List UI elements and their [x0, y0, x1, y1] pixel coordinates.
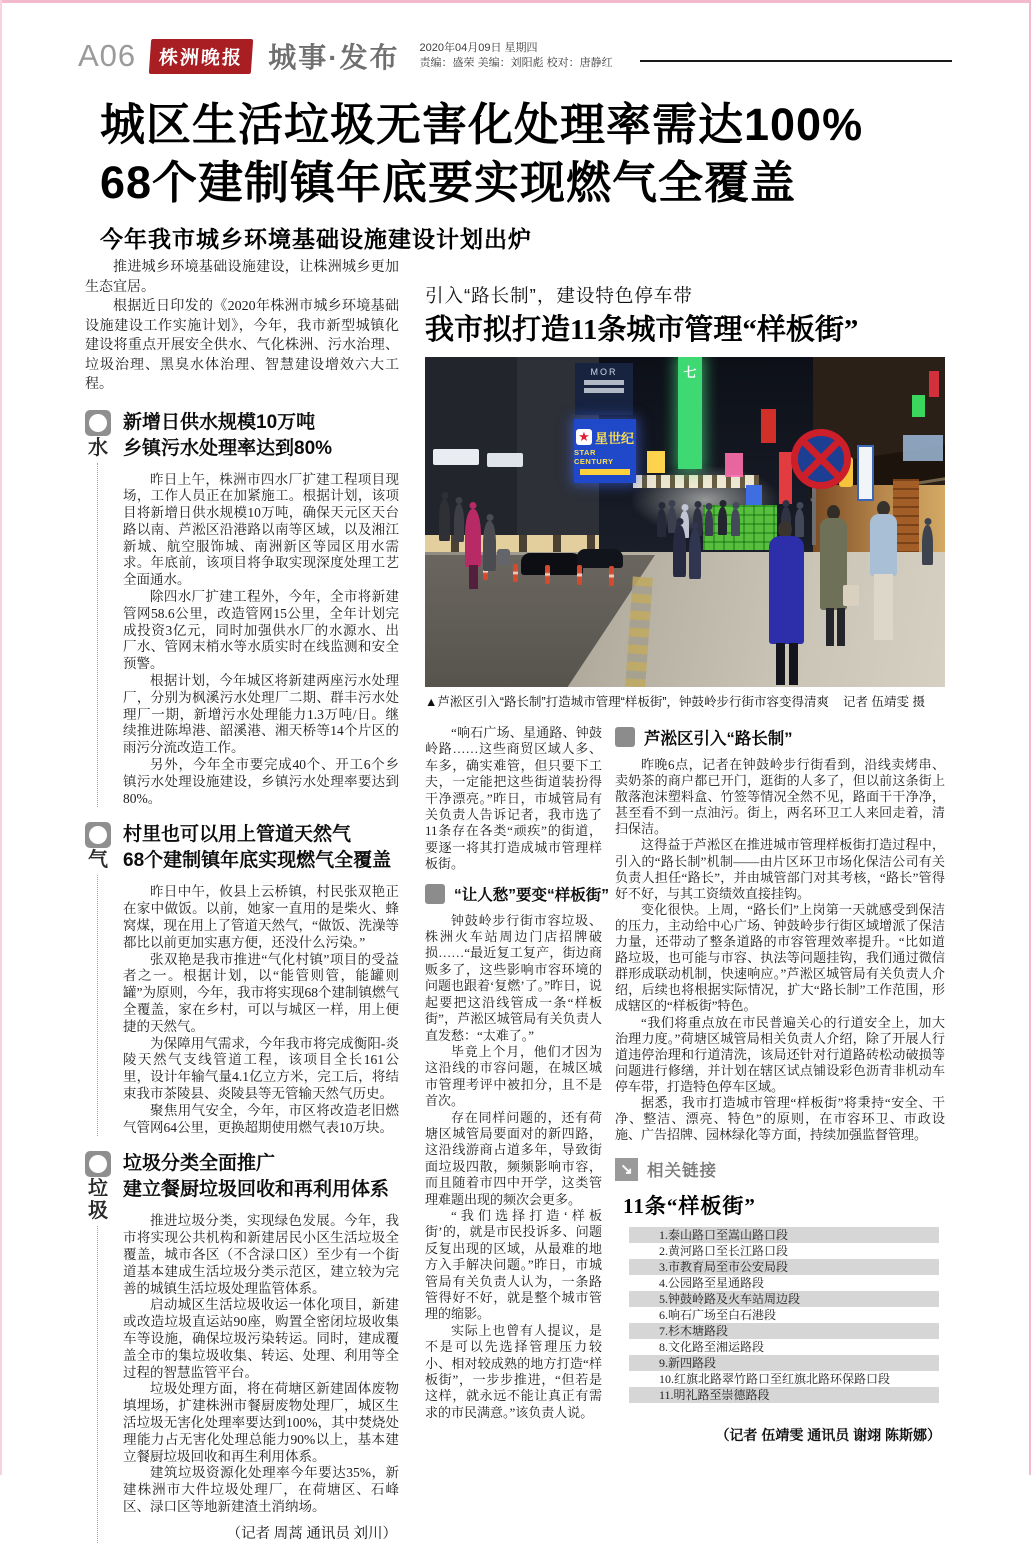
photo-pink-sign: [725, 453, 743, 477]
photo-parked-car: [521, 553, 583, 575]
pedestrian-figure: [657, 509, 666, 537]
pedestrian-figure: [795, 509, 804, 537]
blue-coat-person: [769, 536, 804, 644]
pedestrian-legs: [469, 565, 478, 589]
paragraph: 变化很快。上周，“路长们”上岗第一天就感受到保洁的压力，主动给中心广场、钟鼓岭步行街区域增派了保洁力量，还带动了整条道路的市容管理效率提升。“比如道路垃圾，也可能与市容、执法等问题挂钩，我们通过微信群形成联动机制，快速响应。”芦淞区城管局有关负责人介绍，后续也将根据实际情况，扩大“路长制”工作范围，形成辖区的“样板街”特色。: [615, 901, 945, 1014]
right-article-byline: （记者 伍靖雯 通讯员 谢翊 陈斯娜）: [715, 1427, 941, 1444]
section-gas: [85, 822, 399, 1136]
page-edge-top: [0, 0, 1031, 3]
subsection1-header: [425, 883, 610, 905]
section-title: 新增日供水规模10万吨: [123, 411, 316, 433]
dotted-rail: [97, 1226, 98, 1542]
page-header: [78, 36, 613, 76]
dotted-rail: [97, 875, 98, 1136]
header-meta: [420, 41, 613, 71]
green-sign-text: 七: [683, 365, 697, 380]
star-sign-cn: 星世纪: [594, 430, 634, 446]
page-edge-left: [0, 0, 2, 1475]
subsection2-title: 芦淞区引入“路长制”: [644, 730, 793, 748]
opening-paragraph: “响石广场、星通路、钟鼓岭路……这些商贸区域人多、车多，确实难管，但只要下工夫，一定能把这些街道装扮得干净漂亮。”昨日，市城管局有关负责人告诉记者，我市选了11条存在各类“顽疾”的街道，要逐一将其打造成城市管理样板街。: [425, 725, 602, 872]
dotted-rail: [97, 463, 98, 808]
subsection2-header: [615, 725, 945, 749]
right-article-column-right: [615, 725, 945, 1445]
pedestrian-figure: [705, 510, 713, 536]
related-links-header: [615, 1157, 945, 1181]
section-body: [123, 1213, 399, 1515]
pedestrian-legs: [789, 643, 798, 685]
left-article-byline: （记者 周蒿 通讯员 刘川）: [226, 1525, 397, 1542]
paragraph: 实际上也曾有人提议，是不是可以先选择管理压力较小、相对较成熟的地方打造“样板街”，一步步推进，“但若是这样，就永远不能让真正有需求的市民满意。”该负责人说。: [425, 1322, 602, 1420]
section-gas-rail: [85, 822, 123, 1136]
no-stopping-sign-pole: [812, 485, 816, 545]
section-title: 垃圾分类全面推广: [123, 1153, 276, 1175]
pedestrian-figure: [718, 507, 727, 535]
street-photo: [425, 357, 945, 687]
pedestrian-legs: [837, 608, 845, 646]
mor-sign-text: MOR: [590, 367, 618, 377]
paragraph: 昨晚6点，记者在钟鼓岭步行街看到，沿线卖烤串、卖奶茶的商户都已开门，逛街的人多了，但以前这条街上散落泡沫塑料盒、竹签等情况全然不见，路面干干净净，甚至看不到一点油污。街上，两名环卫工人来回走着，清扫保洁。: [615, 757, 945, 837]
photo-shop-sign: [487, 453, 523, 467]
left-article-intro: [85, 258, 399, 395]
section-title: 68个建制镇年底实现燃气全覆盖: [123, 850, 392, 872]
right-article: [425, 282, 945, 1445]
street-list-item: 8.文化路至湘运路段: [659, 1340, 765, 1355]
photo-parked-car: [577, 549, 623, 568]
lead-headline-line2: 68个建制镇年底要实现燃气全覆盖: [100, 157, 797, 208]
photo-bollard: [577, 565, 582, 585]
gray-square-icon: [425, 884, 445, 904]
photo-yellow-sign: [647, 451, 665, 473]
left-article: [85, 258, 399, 1543]
photo-vertical-sign: [857, 445, 874, 501]
right-article-kicker: 引入“路长制”，建设特色停车带: [425, 285, 693, 306]
section-body: [123, 884, 399, 1136]
photo-carried-box: [843, 585, 859, 606]
pedestrian-figure: [454, 504, 464, 542]
photo-bollard: [513, 564, 518, 582]
street-list-item: 10.红旗北路翠竹路口至红旗北路环保路口段: [659, 1372, 891, 1387]
paragraph: 这得益于芦淞区在推进城市管理样板街打造过程中，引入的“路长制”机制——由片区环卫市场化保洁公司有关负责人担任“路长”，并由城管部门对其考核，“路长”管得好不好，与其工资绩效直接挂钩。: [615, 837, 945, 901]
photo-caption-row: [425, 694, 945, 711]
pedestrian-figure: [922, 525, 933, 565]
gas-section-tag: 气: [88, 849, 108, 872]
section-title: 建立餐厨垃圾回收和再利用体系: [123, 1179, 390, 1201]
section-title: 乡镇污水处理率达到80%: [123, 437, 333, 459]
photo-stroller: [497, 549, 510, 565]
section-body: [123, 472, 399, 808]
paragraph: “我们选择打造‘样板街’的，就是市民投诉多、问题反复出现的区域，从最难的地方入手解决问题。”昨日，市城管局有关负责人认为，一条路管得好不好，就是整个城市管理的缩影。: [425, 1207, 602, 1322]
paragraph: 存在同样问题的，还有荷塘区城管局要面对的新四路，这沿线游商占道多年，导致街面垃圾四散，频频影响市容，而且随着市四中开学，这类管理难题出现的频次会更多。: [425, 1109, 602, 1207]
header-rule: [640, 60, 952, 62]
paragraph: 为保障用气需求，今年我市将完成衡阳-炎陵天然气支线管道工程，该项目全长161公里，设计年输气量4.1亿立方米，完工后，将结束我市茶陵县、炎陵县等无管输天然气历史。: [123, 1035, 399, 1101]
street-list-item: 9.新四路段: [629, 1355, 939, 1371]
street-list-item: 3.市教育局至市公安局段: [629, 1259, 939, 1275]
water-section-icon: [85, 410, 111, 436]
section-trash: [85, 1151, 399, 1542]
staff-credits: 责编：盛荣 美编：刘阳彪 校对：唐静红: [419, 57, 613, 69]
pedestrian-legs: [874, 574, 893, 640]
pedestrian-legs: [826, 608, 834, 646]
photo-shop-sign: [433, 449, 479, 465]
paragraph: 另外，今年全市要完成40个、开工6个乡镇污水处理设施建设，乡镇污水处理率要达到80%。: [123, 757, 399, 806]
issue-date: 2020年04月09日 星期四: [419, 42, 538, 54]
gas-section-icon: [85, 822, 111, 848]
paragraph: 除四水厂扩建工程外，今年，全市将新建管网58.6公里，改造管网15公里，全年计划完成投资3亿元，同时加强供水厂的水源水、出厂水、管网末梢水等水质实时在线监测和安全预警。: [123, 589, 399, 672]
section-trash-rail: [85, 1151, 123, 1542]
street-list-title: 11条“样板街”: [623, 1194, 756, 1219]
paragraph: 张双艳是我市推进“气化村镇”项目的受益者之一。根据计划，以“能管则管，能罐则罐”为原则，今年，我市将实现68个建制镇燃气全覆盖，家在乡村，可以与城区一样，用上便捷的天然气。: [123, 951, 399, 1034]
lead-subtitle: 今年我市城乡环境基础设施建设计划出炉: [100, 226, 532, 252]
paragraph: 垃圾处理方面，将在荷塘区新建固体废物填埋场，扩建株洲市餐厨废物处理厂，城区生活垃圾无害化处理率要达到100%，其中焚烧处理能力占无害化处理总能力90%以上，基本建立餐厨垃圾回收和再生利用体系。: [123, 1381, 399, 1464]
star-icon: ★: [576, 429, 592, 445]
water-section-tag: 水: [88, 436, 108, 459]
related-links-label: 相关链接: [647, 1162, 717, 1181]
street-list-item: 6.响石广场至白石港段: [659, 1308, 777, 1323]
no-stopping-sign-icon: [791, 429, 851, 489]
page-number: A06: [78, 38, 137, 73]
photo-mor-sign: [575, 363, 633, 415]
paragraph: “我们将重点放在市民普遍关心的行道安全上，加大治理力度。”荷塘区城管局相关负责人介绍，除了开展人行道违停治理和行道清洗，该局还针对行道路砖松动破损等问题进行修缮，并计划在辖区试点铺设彩色沥青非机动车停车带，打造特色停车区域。: [615, 1014, 945, 1094]
photo-neon-red: [929, 371, 939, 397]
subsection1-title: “让人愁”要变“样板街”: [454, 886, 610, 904]
street-list-item: 2.黄河路口至长江路口段: [659, 1244, 789, 1259]
pedestrian-figure: [439, 499, 450, 541]
pedestrian-figure: [483, 521, 496, 571]
lightblue-shirt-person: [870, 514, 897, 576]
section-water-rail: [85, 410, 123, 808]
paragraph: 据悉，我市打造城市管理“样板街”将秉持“安全、干净、整洁、漂亮、特色”的原则，在市容环卫、市政设施、广告招牌、园林绿化等方面，持续加强监督管理。: [615, 1094, 945, 1143]
section-name: 城事·发布: [268, 42, 400, 73]
street-list-item: 4.公园路至星通路段: [659, 1276, 765, 1291]
paragraph: 昨日上午，株洲市四水厂扩建工程项目现场，工作人员正在加紧施工。根据计划，该项目将新增日供水规模10万吨，确保天元区天台路以南、芦淞区沿港路以南等区域，以及湘江新城、航空服饰城、南洲新区等园区用水需求。年底前，该项目将争取实现深度处理工艺全面通水。: [123, 471, 399, 588]
lead-headline-block: [100, 96, 940, 254]
pedestrian-legs: [776, 643, 785, 685]
trash-section-icon: [85, 1151, 111, 1177]
lead-headline-line1: 城区生活垃圾无害化处理率需达100%: [100, 99, 864, 150]
photo-lit-window: [903, 435, 943, 461]
pedestrian-figure: [689, 529, 701, 579]
star-sign-en: STAR CENTURY: [574, 447, 614, 466]
section-title: 村里也可以用上管道天然气: [123, 824, 352, 846]
paragraph: 钟鼓岭步行街市容垃圾、株洲火车站周边门店招牌破损……“最近复工复产，街边商贩多了，这些影响市容环境的问题也跟着‘复燃’了。”昨日，说起要把这沿线管成一条“样板街”，芦淞区城管局有关负责人直发愁：“太难了。”: [425, 912, 602, 1043]
paragraph: 毕竟上个月，他们才因为这沿线的市容问题，在城区城市管理考评中被扣分，且不是首次。: [425, 1043, 602, 1109]
section-water: [85, 410, 399, 808]
arrow-corner-icon: ↘: [615, 1158, 638, 1181]
street-list-item: 5.钟鼓岭路及火车站周边段: [629, 1291, 939, 1307]
paragraph: 昨日中午，攸县上云桥镇，村民张双艳正在家中做饭。以前，她家一直用的是柴火、蜂窝煤，现在用上了管道天然气，“做饭、洗澡等都比以前更加实惠方便，还没什么污染。”: [123, 884, 399, 950]
trash-section-tag: 垃圾: [88, 1178, 108, 1223]
masthead-logo: 株洲晚报: [149, 39, 253, 74]
photo-green-neon-sign: [678, 357, 702, 469]
photo-credit: 记者 伍靖雯 摄: [843, 695, 925, 709]
pedestrian-pink-coat: [465, 509, 481, 567]
photo-neon-green: [912, 395, 925, 417]
photo-star-century-sign: [574, 419, 636, 483]
paragraph: 推进垃圾分类，实现绿色发展。今年，我市将实现公共机构和新建居民小区生活垃圾全覆盖，城市各区（不含渌口区）至少有一个街道基本建成生活垃圾分类示范区，建立较为完善的城镇生活垃圾处理监管体系。: [123, 1213, 399, 1296]
street-list-item: 11.明礼路至崇德路段: [629, 1387, 939, 1403]
photo-bollard: [609, 566, 614, 586]
paragraph: 根据计划，今年城区将新建两座污水处理厂，分别为枫溪污水处理厂二期、群丰污水处理厂一期，新增污水处理能力1.3万吨/日。继续推进陈埠港、韶溪港、湘天桥等14个片区的雨污分流改造工作。: [123, 673, 399, 756]
photo-bollard: [545, 565, 550, 584]
gray-square-icon: [615, 727, 635, 747]
street-list-item: 1.泰山路口至嵩山路口段: [629, 1227, 939, 1243]
subsection2-body: [615, 757, 945, 1143]
photo-caption: ▲芦淞区引入“路长制”打造城市管理“样板街”，钟鼓岭步行街市容变得清爽: [425, 695, 830, 709]
photo-red-banner: [761, 409, 776, 443]
paragraph: 启动城区生活垃圾收运一体化项目，新建或改造垃圾直运站90座，购置全密闭垃圾收集车等设施，确保垃圾污染转运。同时，建成覆盖全市的集垃圾收集、转运、处理、利用等全过程的智慧监管平台。: [123, 1297, 399, 1380]
pedestrian-figure: [673, 525, 686, 577]
right-article-headline: 我市拟打造11条城市管理“样板街”: [425, 314, 859, 346]
street-list-item: 7.杉木塘路段: [629, 1323, 939, 1339]
subsection1-body: [425, 913, 602, 1422]
photo-green-crate-wall: [703, 505, 777, 550]
street-list: [629, 1227, 939, 1403]
paragraph: 建筑垃圾资源化处理率今年要达35%，新建株洲市大件垃圾处理厂，在荷塘区、石峰区、渌口区等地新建渣土消纳场。: [123, 1465, 399, 1514]
paragraph: 聚焦用气安全，今年，市区将改造老旧燃气管网64公里，更换超期使用燃气表10万块。: [123, 1102, 399, 1135]
paragraph: 根据近日印发的《2020年株洲市城乡环境基础设施建设工作实施计划》，今年，我市新型城镇化建设将重点开展安全供水、气化株洲、污水治理、垃圾治理、黑臭水体治理、智慧建设增效六大工程。: [85, 299, 399, 392]
pedestrian-figure: [731, 509, 740, 536]
paragraph: 推进城乡环境基础设施建设，让株洲城乡更加生态宜居。: [85, 260, 399, 295]
right-article-column-left: [425, 725, 610, 1445]
